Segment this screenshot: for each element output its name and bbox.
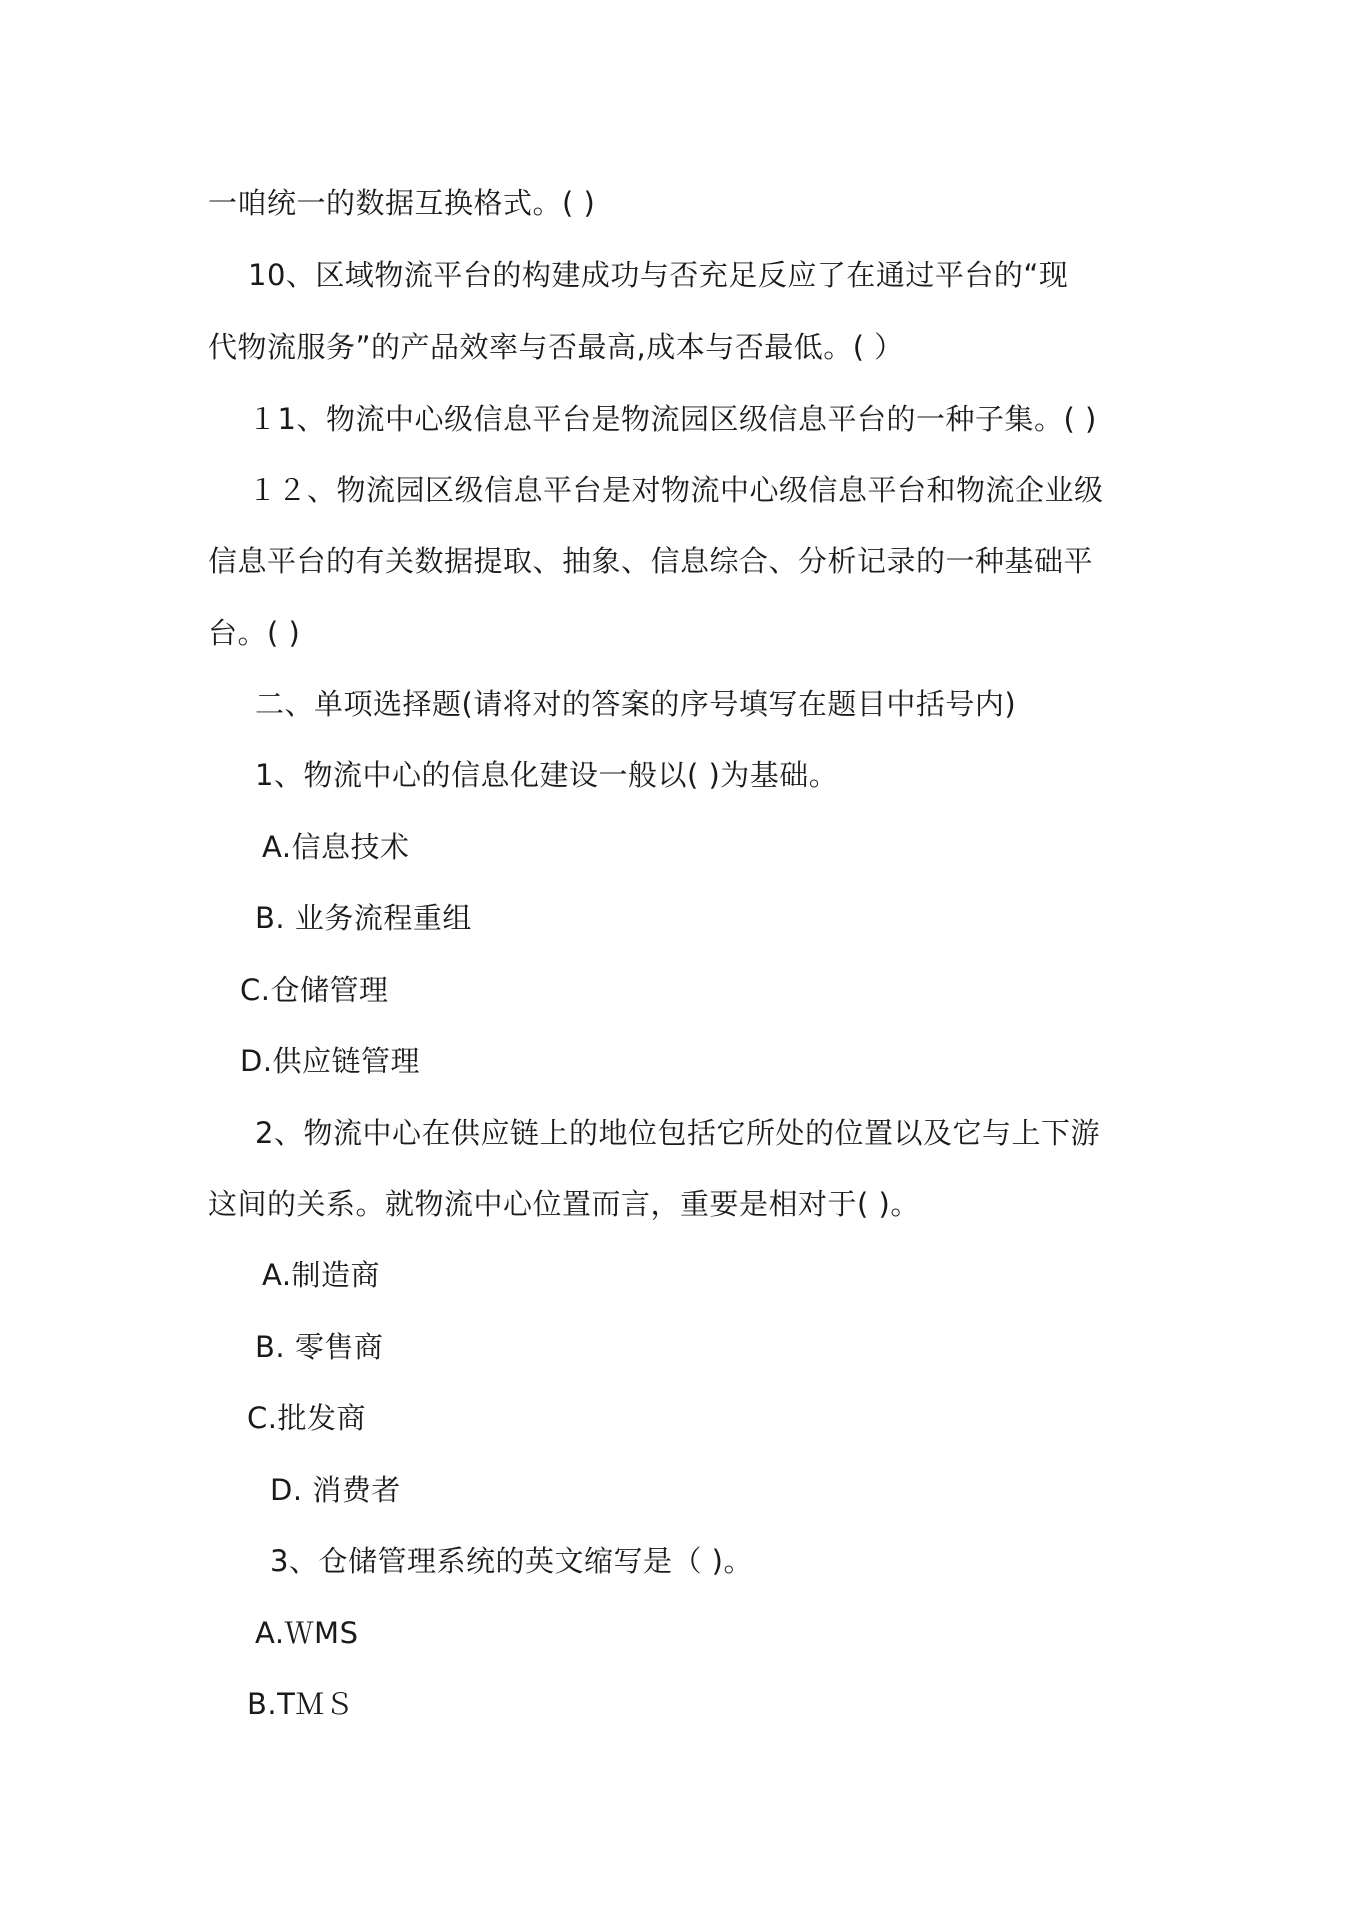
- question-12-line-3: 台。( ): [208, 616, 301, 650]
- mc-q3-option-b: B.TＭＳ: [247, 1687, 355, 1721]
- question-12-line-2: 信息平台的有关数据提取、抽象、信息综合、分析记录的一种基础平: [208, 544, 1094, 578]
- mc-q2-option-b: B. 零售商: [255, 1330, 384, 1364]
- mc-question-1: 1、物流中心的信息化建设一般以( )为基础。: [255, 758, 839, 792]
- mc-q3-option-a: A.ＷMS: [255, 1616, 359, 1650]
- question-10-line-2: 代物流服务”的产品效率与否最高,成本与否最低。( ）: [208, 330, 904, 364]
- text-line-1: 一咱统一的数据互换格式。( ): [208, 186, 596, 220]
- mc-q1-option-d: D.供应链管理: [240, 1044, 421, 1078]
- mc-q2-option-c: C.批发商: [247, 1401, 366, 1435]
- mc-q1-option-a: A.信息技术: [262, 830, 410, 864]
- mc-question-3: 3、仓储管理系统的英文缩写是（ )。: [270, 1544, 753, 1578]
- mc-q2-option-a: A.制造商: [262, 1258, 381, 1292]
- mc-q1-option-c: C.仓储管理: [240, 973, 389, 1007]
- question-12-line-1: １２、物流园区级信息平台是对物流中心级信息平台和物流企业级: [248, 473, 1104, 507]
- mc-q1-option-b: B. 业务流程重组: [255, 901, 472, 935]
- mc-question-2-line-2: 这间的关系。就物流中心位置而言，重要是相对于( )。: [208, 1187, 920, 1221]
- question-10-line-1: 10、区域物流平台的构建成功与否充足反应了在通过平台的“现: [248, 258, 1069, 292]
- question-11: １1、物流中心级信息平台是物流园区级信息平台的一种子集。( ): [248, 402, 1097, 436]
- mc-q2-option-d: D. 消费者: [270, 1473, 401, 1507]
- mc-question-2-line-1: 2、物流中心在供应链上的地位包括它所处的位置以及它与上下游: [255, 1116, 1100, 1150]
- section-heading: 二、单项选择题(请将对的答案的序号填写在题目中括号内): [255, 687, 1017, 721]
